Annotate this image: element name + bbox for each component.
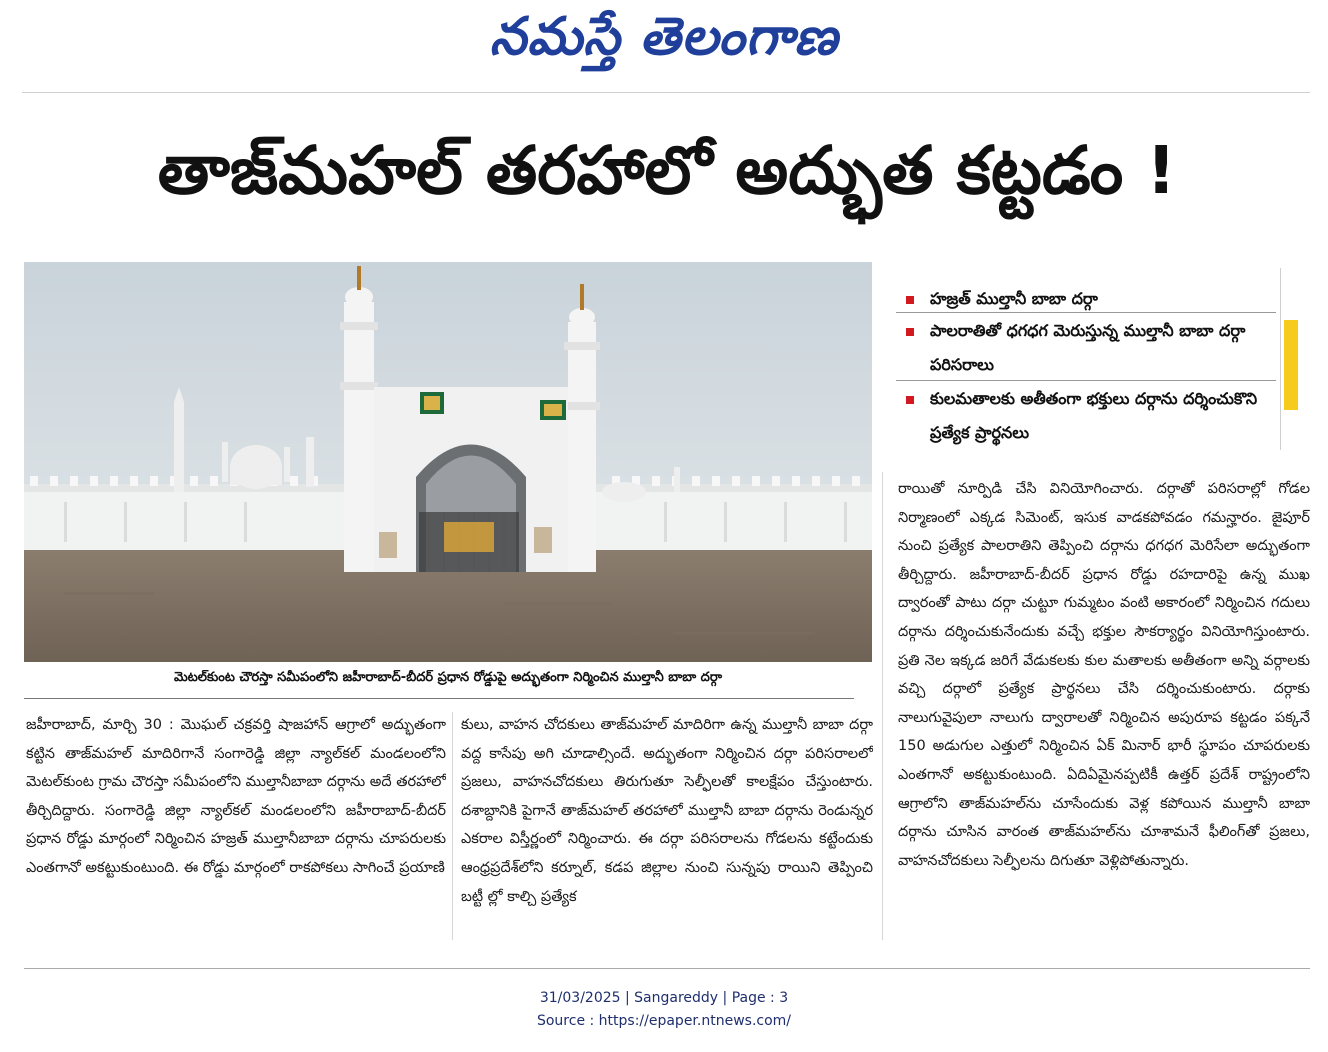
highlight-text: పాలరాతితో ధగధగ మెరుస్తున్న ముల్తానీ బాబా దర్గా పరిసరాలు [930, 321, 1246, 374]
article-headline: తాజ్‌మహల్ తరహాలో అద్భుత కట్టడం ! [157, 132, 1177, 209]
highlight-item [896, 314, 1280, 382]
photo-caption: మెటల్‌కుంట చౌరస్తా సమీపంలోని జహీరాబాద్-బీదర్ ప్రధాన రోడ్డుపై అద్భుతంగా నిర్మించిన ముల్తానీ బాబా దర్గా [173, 670, 723, 685]
highlight-item [896, 382, 1280, 450]
article-paragraph: జహీరాబాద్, మార్చి 30 : మొఘల్ చక్రవర్తి షాజహాన్ ఆగ్రాలో అద్భుతంగా కట్టిన తాజ్‌మహల్ మాదిరిగానే సంగారెడ్డి జిల్లా న్యాల్‌కల్ మండలంలోని మెటల్‌కుంట గ్రామ చౌరస్తా సమీపంలోని ముల్తానీబాబా దర్గాను అదే తరహాలో తీర్చిదిద్దారు. సంగారెడ్డి జిల్లా న్యాల్‌కల్ మండలంలోని జహీరాబాద్-బీదర్ ప్రధాన రోడ్డు మార్గంలో నిర్మించిన హజ్రత్ ముల్తానీబాబా దర్గాను చూపరులకు ఎంతగానో అకట్టుకుంటుంది. ఈ రోడ్డు మార్గంలో రాకపోకలు సాగించే ప్రయాణి [26, 717, 446, 876]
column-divider [882, 472, 883, 940]
highlight-text: హజ్రత్ ముల్తానీ బాబా దర్గా [930, 289, 1098, 308]
bottom-divider [24, 968, 1310, 969]
article-paragraph: రాయితో నూర్పిడి చేసి వినియోగించారు. దర్గాతో పరిసరాల్లో గోడల నిర్మాణంలో ఎక్కడ సిమెంట్, ఇసుక వాడకపోవడం గమన్హారం. జైపూర్ నుంచి ప్రత్యేక పాలరాతిని తెప్పించి దర్గాను ధగధగ మెరిసేలా అద్భుతంగా తీర్చిద్దారు. జహీరాబాద్-బీదర్ ప్రధాన రోడ్డు రహదారిపై ఉన్న ముఖ ద్వారంతో పాటు దర్గా చుట్టూ గుమ్మటం వంటి అకారంలో నిర్మించిన గదులు దర్గాను దర్శించుకునేందుకు వచ్చే భక్తుల సౌకర్యార్థం వినియోగిస్తుంటారు. ప్రతి నెల ఇక్కడ జరిగే వేడుకలకు కుల మతాలకు అతీతంగా అన్ని వర్గాలకు వచ్చి దర్గాలో ప్రత్యేక ప్రార్థనలు చేసి దర్శించుకుంటారు. దర్గాకు నాలుగువైపులా నాలుగు ద్వారాలతో నిర్మించిన అపురూప కట్టడం పక్కనే 150 అడుగుల ఎత్తులో నిర్మించిన ఏక్ మినార్ భారీ స్థూపం చూపరులకు ఎంతగానో అకట్టుకుంటుంది. ఏదిఏమైనప్పటికీ ఉత్తర్ ప్రదేశ్ రాష్ట్రంలోని ఆగ్రాలోని తాజ్‌మహల్‌ను చూసేందుకు వెళ్ల కపోయిన ముల్తానీ బాబా దర్గాను చూసిన వారంత తాజ్‌మహల్‌ను చూశామనే ఫీలింగ్‌తో ప్రజలు, వాహనచోదకులు సెల్ఫీలను దిగుతూ వెళ్లిపోతున్నారు. [898, 481, 1310, 869]
edition-info: 31/03/2025 | Sangareddy | Page : 3 [539, 990, 789, 1006]
highlight-divider [896, 380, 1276, 381]
source-link[interactable]: Source : https://epaper.ntnews.com/ [536, 1013, 792, 1029]
red-square-bullet-icon [906, 296, 914, 304]
highlights-box [896, 268, 1281, 450]
column-divider [452, 712, 453, 940]
article-column-2 [461, 711, 873, 941]
caption-divider [24, 698, 854, 699]
highlight-text: కులమతాలకు అతీతంగా భక్తులు దర్గాను దర్శించుకొని ప్రత్యేక ప్రార్థనలు [930, 389, 1258, 442]
red-square-bullet-icon [906, 328, 914, 336]
article-paragraph: కులు, వాహన చోదకులు తాజ్‌మహల్ మాదిరిగా ఉన్న ముల్తానీ బాబా దర్గా వద్ద కాసేపు అగి చూడాల్సిందే. అద్భుతంగా నిర్మించిన దర్గా పరిసరాలలో ప్రజలు, వాహనచోదకులు తిరుగుతూ సెల్ఫీలతో కాలక్షేపం చేస్తుంటారు. దశాబ్దానికి పైగానే తాజ్‌మహల్ తరహాలో ముల్తానీ బాబా దర్గాను రెండున్నర ఎకరాల విస్తీర్ణంలో నిర్మించారు. ఈ దర్గా పరిసరాలను గోడలను కట్టేందుకు ఆంధ్రప్రదేశ్‌లోని కర్నూల్, కడప జిల్లాల నుంచి సున్నపు రాయిని తెప్పించి బట్టీ ల్లో కాల్చి ప్రత్యేక [461, 717, 873, 905]
accent-bar [1284, 320, 1298, 410]
red-square-bullet-icon [906, 396, 914, 404]
newspaper-masthead: నమస్తే తెలంగాణ [489, 6, 839, 67]
highlight-divider [896, 312, 1276, 313]
dargah-photo [24, 262, 872, 662]
highlight-item [896, 282, 1300, 316]
article-photo [24, 262, 872, 662]
article-column-1 [26, 711, 446, 941]
article-column-3 [898, 475, 1310, 935]
top-divider [22, 92, 1310, 93]
